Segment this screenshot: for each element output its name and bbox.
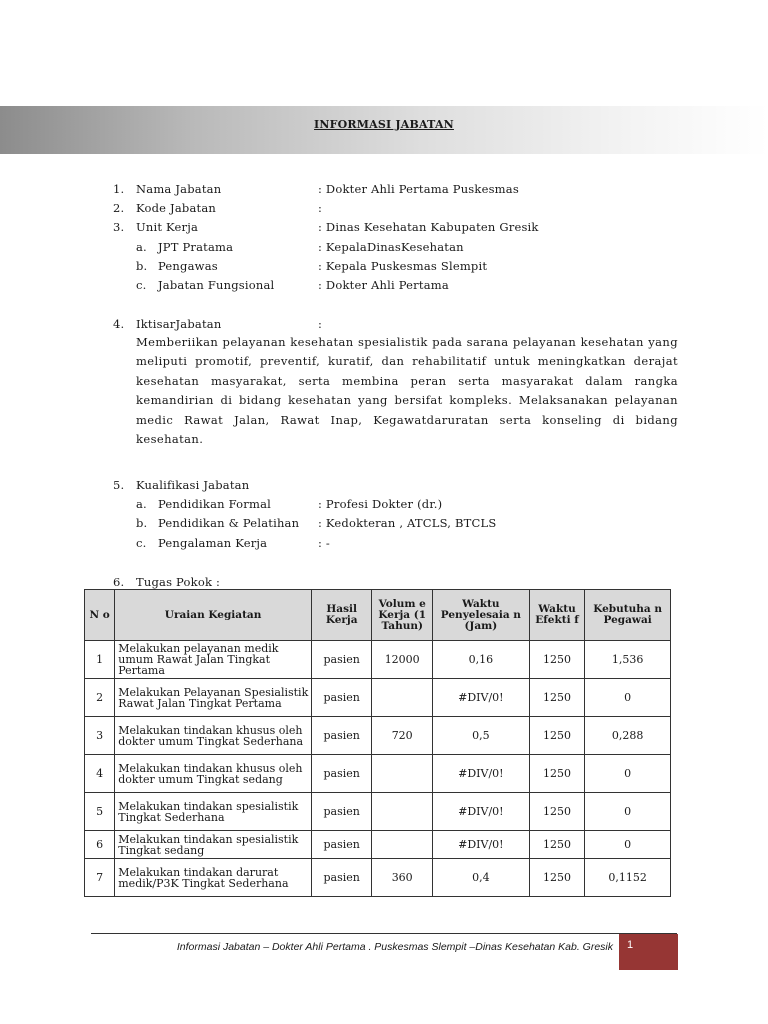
cell-efektif: 1250: [529, 641, 584, 679]
item-number: 2.: [113, 201, 125, 215]
item-letter: b.: [136, 516, 148, 530]
item-label: IktisarJabatan: [136, 317, 222, 331]
cell-volume: [372, 755, 433, 793]
cell-hasil: pasien: [311, 859, 372, 897]
header-uraian-kegiatan: Uraian Kegiatan: [115, 590, 312, 641]
cell-kebutuhan: 0,288: [585, 717, 671, 755]
cell-waktu: #DIV/0!: [432, 679, 529, 717]
header-kebutuhan-pegawai: Kebutuha n Pegawai: [585, 590, 671, 641]
item-label: Nama Jabatan: [136, 182, 222, 196]
cell-uraian: Melakukan tindakan khusus oleh dokter umum Tingkat Sederhana: [115, 717, 312, 755]
cell-uraian: Melakukan tindakan spesialistik Tingkat Sederhana: [115, 793, 312, 831]
cell-efektif: 1250: [529, 831, 584, 859]
item-number: 6.: [113, 575, 125, 589]
cell-no: 7: [85, 859, 115, 897]
table-row: [85, 793, 671, 831]
cell-hasil: pasien: [311, 831, 372, 859]
table-row: [85, 641, 671, 679]
cell-efektif: 1250: [529, 679, 584, 717]
cell-kebutuhan: 0: [585, 679, 671, 717]
cell-volume: 360: [372, 859, 433, 897]
footer-divider: [91, 933, 677, 934]
item-number: 3.: [113, 220, 125, 234]
cell-volume: 12000: [372, 641, 433, 679]
item-letter: a.: [136, 497, 147, 511]
cell-hasil: pasien: [311, 679, 372, 717]
cell-kebutuhan: 0: [585, 831, 671, 859]
cell-waktu: 0,5: [432, 717, 529, 755]
item-value: : Dokter Ahli Pertama Puskesmas: [318, 182, 519, 196]
page-number-box: [619, 934, 678, 970]
cell-uraian: Melakukan Pelayanan Spesialistik Rawat Jalan Tingkat Pertama: [115, 679, 312, 717]
item-value: :: [318, 317, 323, 331]
page-title: INFORMASI JABATAN: [314, 118, 454, 131]
cell-hasil: pasien: [311, 755, 372, 793]
item-letter: b.: [136, 259, 148, 273]
item-value: : Profesi Dokter (dr.): [318, 497, 443, 511]
table-header-row: [85, 590, 671, 641]
table-row: [85, 679, 671, 717]
header-waktu-penyelesaian: Waktu Penyelesaia n (Jam): [432, 590, 529, 641]
cell-efektif: 1250: [529, 859, 584, 897]
cell-uraian: Melakukan pelayanan medik umum Rawat Jalan Tingkat Pertama: [115, 641, 312, 679]
item-letter: a.: [136, 240, 147, 254]
cell-no: 2: [85, 679, 115, 717]
cell-uraian: Melakukan tindakan darurat medik/P3K Tingkat Sederhana: [115, 859, 312, 897]
cell-volume: [372, 831, 433, 859]
tugas-pokok-table: [84, 589, 671, 897]
cell-no: 3: [85, 717, 115, 755]
header-volume-kerja: Volum e Kerja (1 Tahun): [372, 590, 433, 641]
table-row: [85, 831, 671, 859]
item-number: 1.: [113, 182, 125, 196]
item-value: : -: [318, 536, 331, 550]
page-number: 1: [627, 939, 634, 951]
table-row: [85, 717, 671, 755]
item-label: Pengawas: [158, 259, 218, 273]
item-value: : Kepala Puskesmas Slempit: [318, 259, 488, 273]
header-no: N o: [85, 590, 115, 641]
ikhtisar-paragraph: Memberiikan pelayanan kesehatan spesialistik pada sarana pelayanan kesehatan yang meliputi promotif, preventif, kuratif, dan rehabilitatif untuk meningkatkan derajat kesehatan masyarakat, serta membina peran serta masyarakat dalam rangka kemandirian di bidang kesehatan yang bersifat kompleks. Melaksanakan pelayanan medic Rawat Jalan, Rawat Inap, Kegawatdaruratan serta konseling di bidang kesehatan.: [136, 335, 678, 447]
cell-efektif: 1250: [529, 793, 584, 831]
item-label: Pendidikan Formal: [158, 497, 272, 511]
cell-kebutuhan: 0,1152: [585, 859, 671, 897]
header-waktu-efektif: Waktu Efekti f: [529, 590, 584, 641]
table-row: [85, 755, 671, 793]
item-label: JPT Pratama: [158, 240, 234, 254]
item-label: Unit Kerja: [136, 220, 199, 234]
cell-no: 1: [85, 641, 115, 679]
header-banner: [0, 106, 768, 154]
cell-no: 6: [85, 831, 115, 859]
cell-no: 5: [85, 793, 115, 831]
cell-waktu: #DIV/0!: [432, 755, 529, 793]
table-row: [85, 859, 671, 897]
item-value: : KepalaDinasKesehatan: [318, 240, 464, 254]
header-hasil-kerja: Hasil Kerja: [311, 590, 372, 641]
cell-waktu: #DIV/0!: [432, 831, 529, 859]
cell-volume: [372, 679, 433, 717]
cell-hasil: pasien: [311, 793, 372, 831]
cell-uraian: Melakukan tindakan spesialistik Tingkat sedang: [115, 831, 312, 859]
cell-volume: [372, 793, 433, 831]
cell-kebutuhan: 1,536: [585, 641, 671, 679]
item-label: Kode Jabatan: [136, 201, 216, 215]
item-value: :: [318, 201, 323, 215]
cell-efektif: 1250: [529, 755, 584, 793]
item-number: 4.: [113, 317, 125, 331]
cell-kebutuhan: 0: [585, 755, 671, 793]
cell-waktu: 0,16: [432, 641, 529, 679]
item-label: Pengalaman Kerja: [158, 536, 268, 550]
item-number: 5.: [113, 478, 125, 492]
cell-uraian: Melakukan tindakan khusus oleh dokter umum Tingkat sedang: [115, 755, 312, 793]
item-label: Jabatan Fungsional: [158, 278, 275, 292]
item-value: : Kedokteran , ATCLS, BTCLS: [318, 516, 497, 530]
cell-waktu: #DIV/0!: [432, 793, 529, 831]
footer-text: Informasi Jabatan – Dokter Ahli Pertama . Puskesmas Slempit –Dinas Kesehatan Kab. Gresik: [176, 941, 613, 953]
cell-hasil: pasien: [311, 717, 372, 755]
item-letter: c.: [136, 536, 147, 550]
cell-kebutuhan: 0: [585, 793, 671, 831]
cell-volume: 720: [372, 717, 433, 755]
cell-waktu: 0,4: [432, 859, 529, 897]
cell-efektif: 1250: [529, 717, 584, 755]
item-value: : Dokter Ahli Pertama: [318, 278, 449, 292]
cell-no: 4: [85, 755, 115, 793]
item-label: Pendidikan & Pelatihan: [158, 516, 300, 530]
item-label: Tugas Pokok :: [136, 575, 221, 589]
item-letter: c.: [136, 278, 147, 292]
item-label: Kualifikasi Jabatan: [136, 478, 250, 492]
item-value: : Dinas Kesehatan Kabupaten Gresik: [318, 220, 539, 234]
cell-hasil: pasien: [311, 641, 372, 679]
